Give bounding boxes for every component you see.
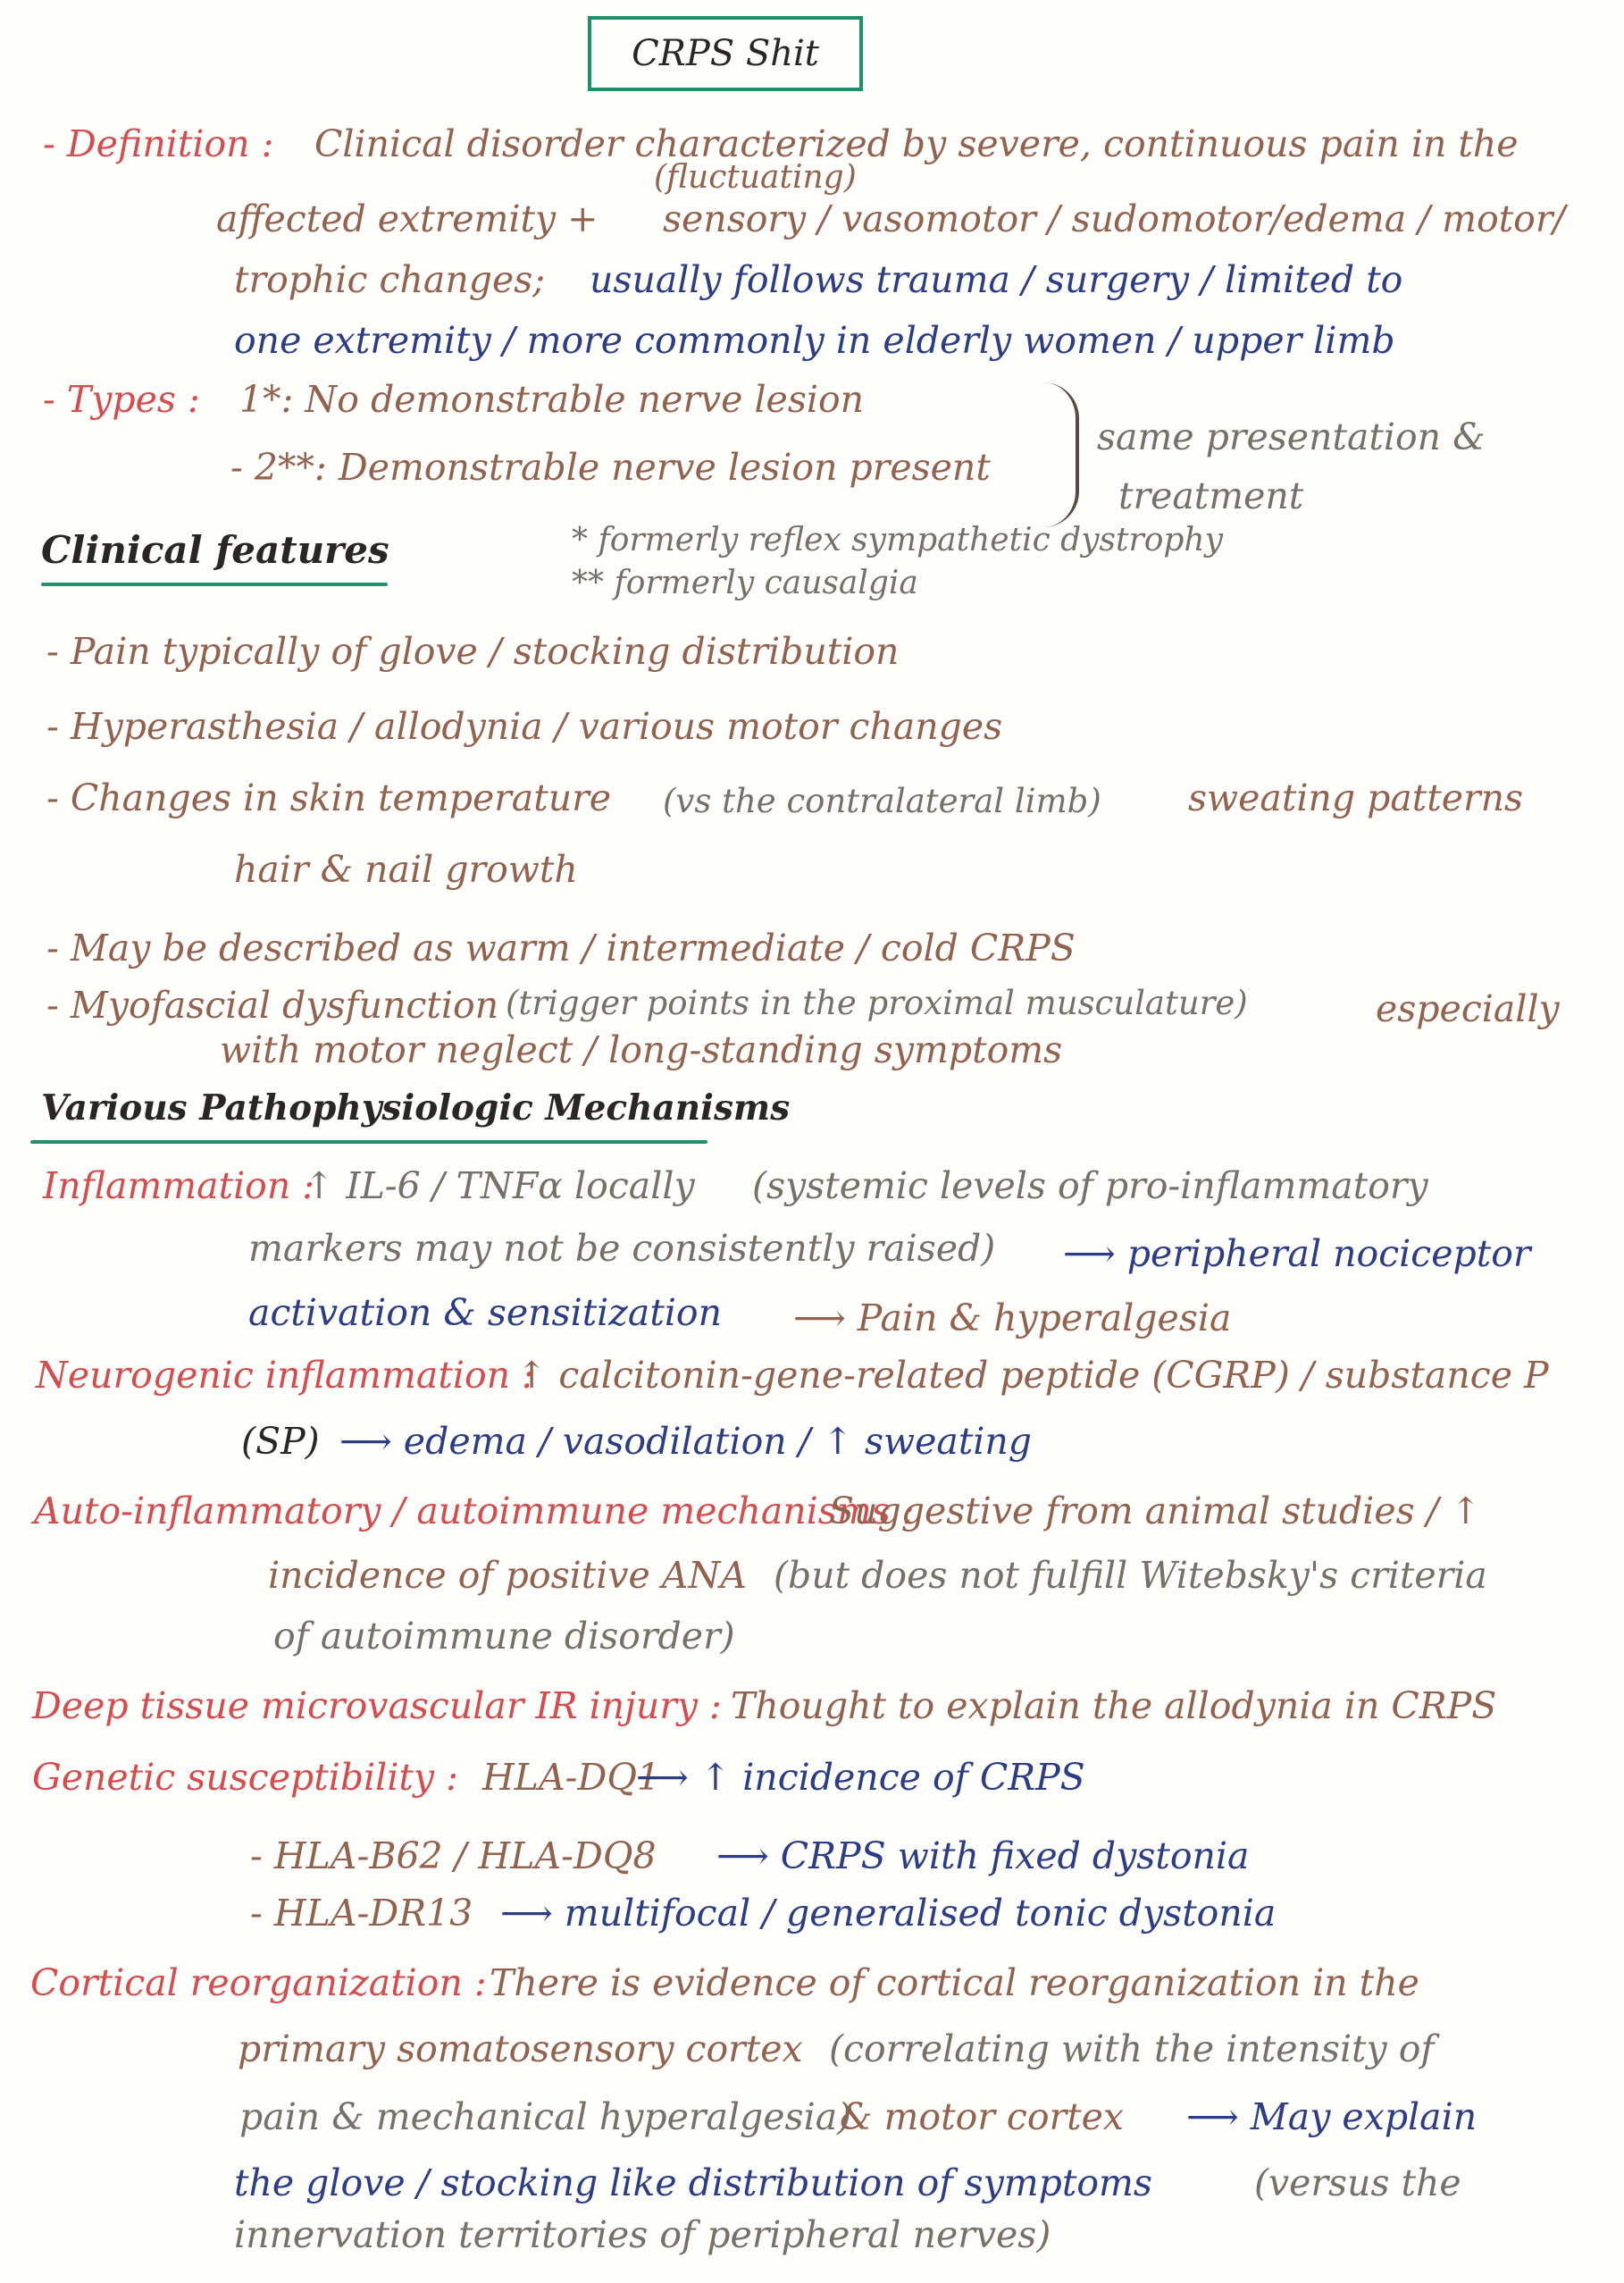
inflammation-line-c: markers may not be consistently raised) [248, 1227, 996, 1270]
types-footnote-2: ** formerly causalgia [572, 565, 918, 601]
definition-line-3a: trophic changes; [234, 258, 546, 301]
deep-tissue-line: Thought to explain the allodynia in CRPS [731, 1684, 1497, 1727]
genetic-line-a: HLA-DQ1 [482, 1756, 661, 1799]
genetic-line-d: ⟶ CRPS with fixed dystonia [716, 1834, 1250, 1877]
inflammation-line-d: ⟶ peripheral nociceptor [1063, 1232, 1531, 1275]
definition-fluctuating: (fluctuating) [654, 159, 857, 196]
genetic-line-b: ⟶ ↑ incidence of CRPS [636, 1756, 1085, 1799]
mechanisms-heading-underline [30, 1140, 707, 1144]
definition-line-2a: affected extremity + [216, 197, 599, 240]
clinical-item-3d: hair & nail growth [234, 848, 578, 891]
genetic-line-c: - HLA-B62 / HLA-DQ8 [250, 1834, 657, 1877]
inflammation-line-f: ⟶ Pain & hyperalgesia [793, 1297, 1232, 1339]
cortical-label: Cortical reorganization : [30, 1961, 487, 2004]
clinical-item-3a: - Changes in skin temperature [46, 776, 611, 819]
inflammation-line-b: (systemic levels of pro-inflammatory [752, 1164, 1428, 1207]
type-1: 1*: No demonstrable nerve lesion [239, 378, 865, 421]
inflammation-line-a: ↑ IL-6 / TNFα locally [304, 1164, 695, 1207]
cortical-line-b: primary somatosensory cortex [238, 2027, 803, 2070]
cortical-line-c: (correlating with the intensity of [829, 2027, 1435, 2070]
clinical-item-1: - Pain typically of glove / stocking distribution [46, 630, 900, 673]
definition-line-4: one extremity / more commonly in elderly women / upper limb [234, 319, 1395, 362]
cortical-line-f: ⟶ May explain [1186, 2095, 1478, 2138]
definition-label: - Definition : [43, 122, 274, 165]
type-2: - 2**: Demonstrable nerve lesion present [230, 446, 991, 489]
clinical-item-5c: especially [1376, 987, 1560, 1030]
clinical-item-3b: (vs the contralateral limb) [663, 782, 1101, 820]
clinical-item-5d: with motor neglect / long-standing symptoms [220, 1028, 1063, 1071]
clinical-item-4: - May be described as warm / intermediate / cold CRPS [46, 927, 1076, 969]
auto-line-c: (but does not fulfill Witebsky's criteria [774, 1554, 1487, 1597]
definition-line-2b: sensory / vasomotor / sudomotor/edema / motor/ [663, 197, 1566, 240]
clinical-item-3c: sweating patterns [1188, 776, 1524, 819]
cortical-line-i: innervation territories of peripheral nerves) [234, 2213, 1051, 2256]
clinical-heading-underline [41, 583, 388, 586]
neurogenic-label: Neurogenic inflammation : [36, 1354, 534, 1397]
clinical-item-2: - Hyperasthesia / allodynia / various motor changes [46, 705, 1003, 748]
auto-line-b: incidence of positive ANA [268, 1554, 747, 1597]
definition-line-1: Clinical disorder characterized by severe, continuous pain in the [314, 122, 1519, 165]
inflammation-label: Inflammation : [43, 1164, 315, 1207]
types-brace [1043, 382, 1079, 527]
auto-line-a: Suggestive from animal studies / ↑ [829, 1490, 1481, 1532]
inflammation-line-e: activation & sensitization [248, 1291, 723, 1334]
neurogenic-line-c: ⟶ edema / vasodilation / ↑ sweating [339, 1420, 1033, 1463]
mechanisms-heading: Various Pathophysiologic Mechanisms [41, 1087, 791, 1129]
deep-tissue-label: Deep tissue microvascular IR injury : [32, 1684, 722, 1727]
genetic-line-e: - HLA-DR13 [250, 1892, 473, 1935]
cortical-line-e: & motor cortex [840, 2095, 1124, 2138]
types-label: - Types : [43, 378, 200, 421]
genetic-line-f: ⟶ multifocal / generalised tonic dystonia [500, 1892, 1277, 1935]
types-treatment: treatment [1118, 474, 1304, 517]
types-footnote-1: * formerly reflex sympathetic dystrophy [572, 522, 1223, 558]
clinical-item-5a: - Myofascial dysfunction [46, 984, 499, 1027]
page-title: CRPS Shit [632, 33, 819, 74]
clinical-features-heading: Clinical features [41, 528, 389, 572]
auto-line-d: of autoimmune disorder) [273, 1615, 735, 1658]
neurogenic-line-a: ↑ calcitonin-gene-related peptide (CGRP) / substance P [516, 1354, 1549, 1397]
genetic-label: Genetic susceptibility : [32, 1756, 458, 1799]
cortical-line-d: pain & mechanical hyperalgesia) [239, 2095, 852, 2138]
types-same-presentation: same presentation & [1097, 415, 1486, 458]
cortical-line-g: the glove / stocking like distribution of symptoms [234, 2161, 1152, 2204]
neurogenic-line-b: (SP) [241, 1420, 320, 1463]
auto-label: Auto-inflammatory / autoimmune mechanisms : [34, 1490, 915, 1532]
cortical-line-h: (versus the [1254, 2161, 1461, 2204]
cortical-line-a: There is evidence of cortical reorganization in the [490, 1961, 1419, 2004]
definition-line-3b: usually follows trauma / surgery / limited to [590, 258, 1403, 301]
clinical-item-5b: (trigger points in the proximal musculature) [506, 984, 1248, 1022]
title-box [588, 16, 863, 91]
